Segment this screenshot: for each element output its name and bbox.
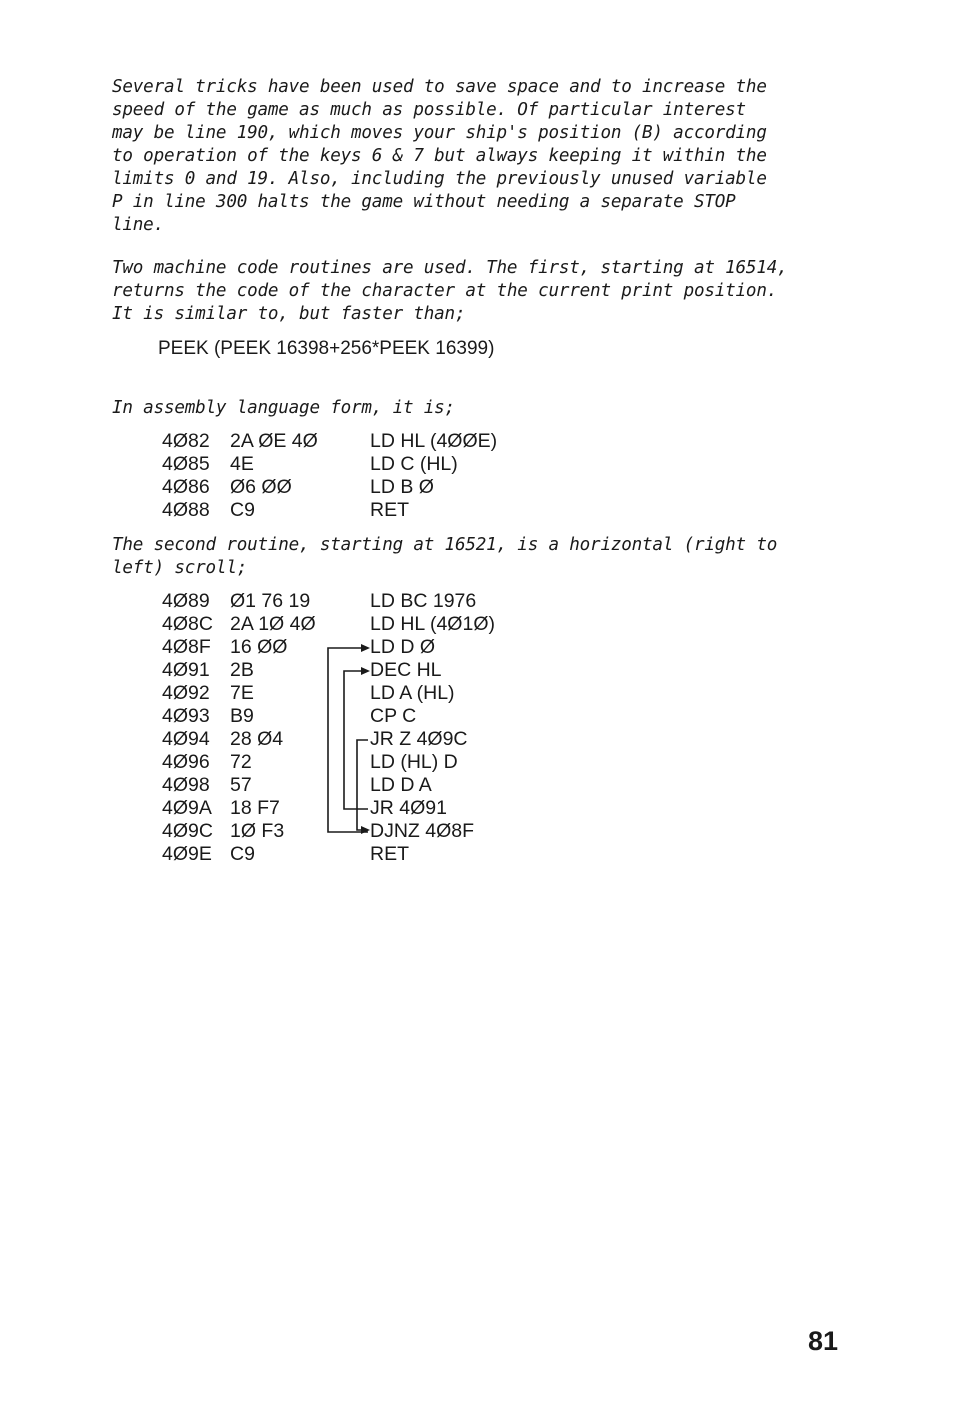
text-line: limits 0 and 19. Also, including the previously unused variable	[112, 169, 767, 189]
text-line: may be line 190, which moves your ship's position (B) according	[112, 123, 767, 143]
text-line: returns the code of the character at the current print position.	[112, 281, 778, 301]
code-hex: 2B	[230, 659, 254, 681]
code-instruction: JR Z 4Ø9C	[370, 728, 468, 750]
code-address: 4Ø89	[162, 590, 210, 612]
code-instruction: LD BC 1976	[370, 590, 477, 612]
text-line: The second routine, starting at 16521, is a horizontal (right to	[112, 535, 778, 555]
code-address: 4Ø88	[162, 499, 210, 521]
code-address: 4Ø86	[162, 476, 210, 498]
code-hex: C9	[230, 843, 255, 865]
code-instruction: LD D Ø	[370, 636, 436, 658]
code-address: 4Ø9C	[162, 820, 213, 842]
code-address: 4Ø98	[162, 774, 210, 796]
code-instruction: LD B Ø	[370, 476, 434, 498]
code-instruction: RET	[370, 499, 409, 521]
code-address: 4Ø8F	[162, 636, 211, 658]
code-address: 4Ø9E	[162, 843, 212, 865]
code-instruction: JR 4Ø91	[370, 797, 447, 819]
code-address: 4Ø92	[162, 682, 210, 704]
page-number: 81	[808, 1326, 839, 1356]
code-address: 4Ø96	[162, 751, 210, 773]
code-hex: 72	[230, 751, 252, 773]
code-address: 4Ø85	[162, 453, 210, 475]
code-hex: B9	[230, 705, 254, 727]
code-hex: 16 ØØ	[230, 636, 288, 658]
code-hex: 28 Ø4	[230, 728, 284, 750]
code-address: 4Ø91	[162, 659, 210, 681]
code-hex: 18 F7	[230, 797, 280, 819]
code-hex: 4E	[230, 453, 254, 475]
code-instruction: LD HL (4Ø1Ø)	[370, 613, 495, 635]
code-address: 4Ø8C	[162, 613, 213, 635]
code-hex: 7E	[230, 682, 254, 704]
text-line: In assembly language form, it is;	[112, 398, 455, 418]
arrowhead-icon	[361, 644, 370, 652]
text-line: Two machine code routines are used. The first, starting at 16514,	[112, 258, 788, 278]
code-instruction: LD (HL) D	[370, 751, 458, 773]
code-hex: Ø1 76 19	[230, 590, 311, 612]
code-instruction: RET	[370, 843, 409, 865]
text-line: speed of the game as much as possible. Of particular interest	[112, 100, 746, 120]
code-instruction: LD C (HL)	[370, 453, 458, 475]
text-line: It is similar to, but faster than;	[112, 304, 466, 324]
code-instruction: CP C	[370, 705, 417, 727]
code-hex: 57	[230, 774, 252, 796]
text-line: P in line 300 halts the game without needing a separate STOP	[112, 192, 736, 212]
code-address: 4Ø94	[162, 728, 210, 750]
code-hex: 2A 1Ø 4Ø	[230, 613, 316, 635]
arrowhead-icon	[361, 667, 370, 675]
code-address: 4Ø82	[162, 430, 210, 452]
code-hex: 2A ØE 4Ø	[230, 430, 318, 452]
code-instruction: LD A (HL)	[370, 682, 455, 704]
text-line: line.	[112, 215, 164, 235]
code-instruction: LD D A	[370, 774, 432, 796]
text-line: to operation of the keys 6 & 7 but always keeping it within the	[112, 146, 767, 166]
code-address: 4Ø93	[162, 705, 210, 727]
jrz-forward-line	[357, 740, 368, 830]
code-instruction: LD HL (4ØØE)	[370, 430, 498, 452]
code-hex: Ø6 ØØ	[230, 476, 292, 498]
text-line: Several tricks have been used to save space and to increase the	[112, 77, 767, 97]
code-hex: C9	[230, 499, 255, 521]
code-hex: 1Ø F3	[230, 820, 285, 842]
text-line: left) scroll;	[112, 558, 248, 578]
code-address: 4Ø9A	[162, 797, 212, 819]
code-instruction: DJNZ 4Ø8F	[370, 820, 475, 842]
peek-expression: PEEK (PEEK 16398+256*PEEK 16399)	[158, 338, 495, 359]
code-instruction: DEC HL	[370, 659, 442, 681]
